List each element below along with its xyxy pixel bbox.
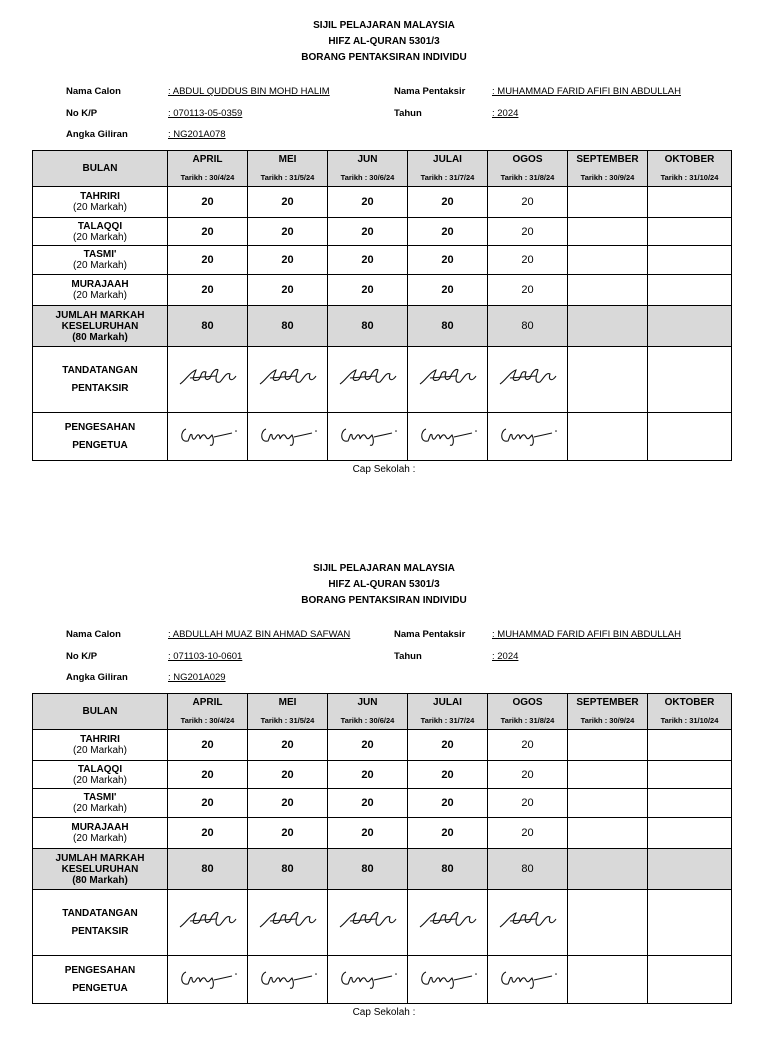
score-cell	[647, 186, 732, 218]
score-cell	[327, 274, 408, 306]
score-cell	[567, 217, 648, 246]
tandatangan-label: TANDATANGAN	[62, 364, 138, 376]
total-score-cell	[327, 305, 408, 347]
total-label-cell	[32, 848, 168, 890]
score-cell	[167, 729, 248, 761]
score-value: 20	[361, 225, 374, 238]
assessor-signature-cell	[487, 346, 568, 413]
total-score-cell	[487, 305, 568, 347]
score-cell	[247, 217, 328, 246]
month-header-september	[567, 693, 648, 730]
score-cell	[567, 760, 648, 789]
principal-signature-cell	[407, 955, 488, 1004]
month-header-april	[167, 150, 248, 187]
signature-principal-icon	[336, 419, 400, 454]
signature-principal-icon	[496, 419, 560, 454]
bulan-header-cell	[32, 150, 168, 187]
month-header-mei	[247, 693, 328, 730]
row-sublabel: (20 Markah)	[73, 833, 127, 844]
row-sublabel: (20 Markah)	[73, 774, 127, 786]
signature-principal-icon	[176, 962, 240, 997]
score-value: 20	[521, 196, 534, 208]
assessor-signature-cell	[247, 889, 328, 956]
bulan-header-cell	[32, 693, 168, 730]
score-value: 20	[361, 739, 374, 751]
principal-signature-cell	[487, 412, 568, 461]
score-cell	[247, 817, 328, 849]
total-label-3: (80 Markah)	[72, 331, 128, 343]
assessor-name-label: Nama Pentaksir	[394, 629, 466, 640]
score-cell	[407, 245, 488, 275]
total-score-cell	[327, 848, 408, 890]
row-label-tasmi	[32, 245, 168, 275]
month-date: Tarikh : 31/10/24	[660, 715, 719, 725]
score-cell	[407, 760, 488, 789]
score-cell	[247, 186, 328, 218]
form-title-line-1: SIJIL PELAJARAN MALAYSIA	[313, 563, 455, 574]
score-cell	[247, 788, 328, 818]
month-header-oktober	[647, 693, 732, 730]
score-value: 20	[361, 254, 374, 266]
score-value: 20	[441, 254, 454, 266]
score-value: 20	[521, 827, 534, 839]
score-value: 20	[281, 284, 294, 296]
score-cell	[487, 217, 568, 246]
score-value: 20	[281, 739, 294, 751]
signature-assessor-icon	[496, 362, 560, 397]
score-cell	[567, 245, 648, 275]
score-value: 20	[201, 797, 214, 809]
score-cell	[567, 274, 648, 306]
month-header-april	[167, 693, 248, 730]
total-score-value: 80	[281, 863, 294, 875]
total-score-cell	[487, 848, 568, 890]
index-number-label: Angka Giliran	[66, 129, 128, 140]
signature-assessor-icon	[336, 905, 400, 940]
candidate-name-label: Nama Calon	[66, 629, 121, 640]
score-cell	[487, 186, 568, 218]
score-value: 20	[441, 196, 454, 208]
month-header-jun	[327, 150, 408, 187]
score-cell	[487, 729, 568, 761]
principal-signature-cell	[327, 955, 408, 1004]
month-date: Tarikh : 31/5/24	[260, 715, 315, 725]
principal-signature-cell	[407, 412, 488, 461]
ic-number-label: No K/P	[66, 108, 98, 119]
month-header-ogos	[487, 693, 568, 730]
total-label-cell	[32, 305, 168, 347]
year-label: Tahun	[394, 651, 422, 662]
assessor-signature-label-cell	[32, 346, 168, 413]
row-label-tahriri	[32, 186, 168, 218]
month-name: OKTOBER	[664, 697, 715, 709]
month-name: APRIL	[192, 154, 223, 166]
bulan-header: BULAN	[82, 705, 118, 717]
assessor-signature-cell	[407, 346, 488, 413]
index-number-label: Angka Giliran	[66, 672, 128, 683]
month-date: Tarikh : 31/8/24	[500, 715, 555, 725]
month-name: JULAI	[433, 154, 462, 166]
row-sublabel: (20 Markah)	[73, 231, 127, 243]
score-value: 20	[441, 768, 454, 781]
total-label-2: KESELURUHAN	[61, 863, 139, 875]
month-date: Tarikh : 31/10/24	[660, 172, 719, 182]
score-cell	[327, 788, 408, 818]
total-score-value: 80	[441, 863, 454, 875]
assessor-name-label: Nama Pentaksir	[394, 86, 466, 97]
total-score-value: 80	[441, 320, 454, 332]
row-sublabel: (20 Markah)	[73, 202, 127, 213]
score-cell	[327, 760, 408, 789]
signature-assessor-icon	[336, 362, 400, 397]
principal-signature-cell	[247, 955, 328, 1004]
total-score-value: 80	[361, 863, 374, 875]
row-label: TALAQQI	[77, 763, 123, 775]
row-label-murajaah	[32, 274, 168, 306]
month-header-ogos	[487, 150, 568, 187]
row-label: MURAJAAH	[71, 822, 129, 833]
row-sublabel: (20 Markah)	[73, 290, 127, 301]
signature-principal-icon	[416, 962, 480, 997]
month-name: MEI	[278, 697, 297, 709]
row-sublabel: (20 Markah)	[73, 745, 127, 756]
score-value: 20	[521, 225, 534, 238]
score-value: 20	[361, 196, 374, 208]
month-date: Tarikh : 30/6/24	[340, 172, 395, 182]
total-score-cell	[247, 848, 328, 890]
ic-number-value: : 071103-10-0601	[168, 651, 243, 662]
score-cell	[247, 245, 328, 275]
total-score-value: 80	[361, 320, 374, 332]
row-label-talaqqi	[32, 217, 168, 246]
month-date: Tarikh : 31/8/24	[500, 172, 555, 182]
score-cell	[247, 729, 328, 761]
month-header-oktober	[647, 150, 732, 187]
candidate-name-label: Nama Calon	[66, 86, 121, 97]
pentaksir-label: PENTAKSIR	[71, 925, 129, 937]
year-value: : 2024	[492, 108, 519, 119]
signature-principal-icon	[176, 419, 240, 454]
score-cell	[647, 729, 732, 761]
score-value: 20	[521, 797, 534, 809]
principal-signature-cell	[167, 955, 248, 1004]
score-value: 20	[521, 254, 534, 266]
total-score-cell	[167, 848, 248, 890]
score-value: 20	[521, 739, 534, 751]
total-score-value: 80	[521, 320, 534, 332]
score-value: 20	[441, 225, 454, 238]
signature-assessor-icon	[416, 362, 480, 397]
score-value: 20	[201, 254, 214, 266]
assessment-form-2	[0, 557, 768, 1047]
score-cell	[247, 760, 328, 789]
form-title-line-2: HIFZ AL-QURAN 5301/3	[328, 36, 440, 47]
total-score-value: 80	[281, 320, 294, 332]
form-title-line-1: SIJIL PELAJARAN MALAYSIA	[313, 20, 455, 31]
assessor-signature-cell	[167, 346, 248, 413]
signature-assessor-icon	[256, 905, 320, 940]
signature-assessor-icon	[416, 905, 480, 940]
score-cell	[647, 788, 732, 818]
score-cell	[407, 729, 488, 761]
score-cell	[647, 760, 732, 789]
month-name: SEPTEMBER	[576, 154, 639, 166]
month-name: JULAI	[433, 697, 462, 709]
score-value: 20	[201, 284, 214, 296]
score-cell	[647, 817, 732, 849]
score-value: 20	[361, 768, 374, 781]
score-cell	[327, 817, 408, 849]
month-date: Tarikh : 31/7/24	[420, 715, 475, 725]
bulan-header: BULAN	[82, 162, 118, 174]
assessment-form-1	[0, 14, 768, 504]
assessor-signature-cell	[247, 346, 328, 413]
score-value: 20	[201, 196, 214, 208]
assessor-signature-cell	[327, 346, 408, 413]
signature-assessor-icon	[176, 362, 240, 397]
candidate-name-value: : ABDULLAH MUAZ BIN AHMAD SAFWAN	[168, 629, 351, 640]
total-score-value: 80	[521, 863, 534, 875]
score-value: 20	[441, 827, 454, 839]
signature-assessor-icon	[256, 362, 320, 397]
form-title-line-3: BORANG PENTAKSIRAN INDIVIDU	[301, 52, 467, 63]
total-score-cell	[647, 848, 732, 890]
score-cell	[327, 217, 408, 246]
signature-principal-icon	[336, 962, 400, 997]
assessment-table	[33, 694, 732, 1004]
score-value: 20	[521, 284, 534, 296]
row-label-murajaah	[32, 817, 168, 849]
month-date: Tarikh : 30/9/24	[580, 715, 635, 725]
assessor-signature-cell	[567, 346, 648, 413]
score-cell	[567, 788, 648, 818]
month-name: OGOS	[512, 154, 543, 166]
row-label-tahriri	[32, 729, 168, 761]
total-score-cell	[247, 305, 328, 347]
ic-number-value: : 070113-05-0359	[168, 108, 243, 119]
principal-signature-cell	[567, 955, 648, 1004]
month-date: Tarikh : 30/4/24	[180, 715, 235, 725]
month-name: OGOS	[512, 697, 543, 709]
month-date: Tarikh : 30/9/24	[580, 172, 635, 182]
total-score-value: 80	[201, 320, 214, 332]
score-cell	[167, 817, 248, 849]
month-date: Tarikh : 30/6/24	[340, 715, 395, 725]
assessor-signature-cell	[327, 889, 408, 956]
score-value: 20	[281, 768, 294, 781]
row-sublabel: (20 Markah)	[73, 260, 127, 271]
score-value: 20	[281, 196, 294, 208]
month-name: OKTOBER	[664, 154, 715, 166]
signature-principal-icon	[256, 419, 320, 454]
score-value: 20	[361, 797, 374, 809]
assessor-signature-cell	[647, 889, 732, 956]
principal-signature-label-cell	[32, 412, 168, 461]
total-label-1: JUMLAH MARKAH	[55, 852, 145, 864]
score-cell	[167, 245, 248, 275]
score-value: 20	[441, 739, 454, 751]
total-score-cell	[167, 305, 248, 347]
assessor-signature-cell	[407, 889, 488, 956]
score-value: 20	[361, 827, 374, 839]
month-header-september	[567, 150, 648, 187]
score-value: 20	[281, 827, 294, 839]
pengetua-label: PENGETUA	[72, 982, 128, 994]
row-label: TASMI'	[83, 249, 117, 260]
score-value: 20	[441, 797, 454, 809]
signature-principal-icon	[416, 419, 480, 454]
assessor-signature-cell	[647, 346, 732, 413]
score-value: 20	[201, 827, 214, 839]
principal-signature-cell	[487, 955, 568, 1004]
signature-assessor-icon	[496, 905, 560, 940]
pengesahan-label: PENGESAHAN	[64, 964, 136, 976]
assessor-name-value: : MUHAMMAD FARID AFIFI BIN ABDULLAH	[492, 86, 681, 97]
principal-signature-label-cell	[32, 955, 168, 1004]
score-cell	[247, 274, 328, 306]
assessor-name-value: : MUHAMMAD FARID AFIFI BIN ABDULLAH	[492, 629, 681, 640]
score-cell	[567, 817, 648, 849]
total-label-1: JUMLAH MARKAH	[55, 309, 145, 321]
score-value: 20	[201, 739, 214, 751]
principal-signature-cell	[567, 412, 648, 461]
score-cell	[567, 729, 648, 761]
month-header-julai	[407, 693, 488, 730]
score-cell	[327, 186, 408, 218]
score-value: 20	[281, 225, 294, 238]
index-number-value: : NG201A078	[168, 129, 226, 140]
assessor-signature-label-cell	[32, 889, 168, 956]
candidate-name-value: : ABDUL QUDDUS BIN MOHD HALIM	[168, 86, 330, 97]
score-cell	[407, 274, 488, 306]
form-title-line-3: BORANG PENTAKSIRAN INDIVIDU	[301, 595, 467, 606]
assessor-signature-cell	[487, 889, 568, 956]
score-cell	[407, 817, 488, 849]
score-cell	[567, 186, 648, 218]
score-value: 20	[361, 284, 374, 296]
total-label-3: (80 Markah)	[72, 874, 128, 886]
total-score-value: 80	[201, 863, 214, 875]
principal-signature-cell	[167, 412, 248, 461]
row-label: TASMI'	[83, 792, 117, 803]
month-name: JUN	[357, 154, 378, 166]
row-label-talaqqi	[32, 760, 168, 789]
total-score-cell	[567, 848, 648, 890]
total-score-cell	[567, 305, 648, 347]
tandatangan-label: TANDATANGAN	[62, 907, 138, 919]
assessor-signature-cell	[167, 889, 248, 956]
score-value: 20	[201, 768, 214, 781]
row-label: TAHRIRI	[80, 734, 120, 745]
row-sublabel: (20 Markah)	[73, 803, 127, 814]
principal-signature-cell	[247, 412, 328, 461]
signature-principal-icon	[496, 962, 560, 997]
month-date: Tarikh : 30/4/24	[180, 172, 235, 182]
month-name: JUN	[357, 697, 378, 709]
pengesahan-label: PENGESAHAN	[64, 421, 136, 433]
score-cell	[407, 186, 488, 218]
assessment-table	[33, 151, 732, 461]
principal-signature-cell	[327, 412, 408, 461]
total-score-cell	[407, 848, 488, 890]
score-cell	[647, 274, 732, 306]
ic-number-label: No K/P	[66, 651, 98, 662]
total-score-cell	[647, 305, 732, 347]
score-cell	[167, 186, 248, 218]
row-label-tasmi	[32, 788, 168, 818]
score-cell	[407, 788, 488, 818]
score-cell	[327, 729, 408, 761]
month-date: Tarikh : 31/5/24	[260, 172, 315, 182]
principal-signature-cell	[647, 955, 732, 1004]
score-cell	[487, 245, 568, 275]
pentaksir-label: PENTAKSIR	[71, 382, 129, 394]
score-cell	[167, 788, 248, 818]
month-header-jun	[327, 693, 408, 730]
month-name: SEPTEMBER	[576, 697, 639, 709]
score-value: 20	[281, 797, 294, 809]
signature-assessor-icon	[176, 905, 240, 940]
score-value: 20	[281, 254, 294, 266]
row-label: TALAQQI	[77, 220, 123, 232]
score-cell	[487, 274, 568, 306]
score-cell	[407, 217, 488, 246]
month-name: APRIL	[192, 697, 223, 709]
score-value: 20	[521, 768, 534, 781]
score-value: 20	[441, 284, 454, 296]
assessor-signature-cell	[567, 889, 648, 956]
index-number-value: : NG201A029	[168, 672, 226, 683]
form-title-line-2: HIFZ AL-QURAN 5301/3	[328, 579, 440, 590]
score-cell	[167, 760, 248, 789]
year-value: : 2024	[492, 651, 519, 662]
signature-principal-icon	[256, 962, 320, 997]
row-label: MURAJAAH	[71, 279, 129, 290]
total-score-cell	[407, 305, 488, 347]
score-cell	[167, 274, 248, 306]
school-stamp-label: Cap Sekolah :	[352, 464, 416, 475]
total-label-2: KESELURUHAN	[61, 320, 139, 332]
score-cell	[487, 760, 568, 789]
month-name: MEI	[278, 154, 297, 166]
month-header-julai	[407, 150, 488, 187]
pengetua-label: PENGETUA	[72, 439, 128, 451]
score-cell	[327, 245, 408, 275]
year-label: Tahun	[394, 108, 422, 119]
principal-signature-cell	[647, 412, 732, 461]
score-cell	[167, 217, 248, 246]
school-stamp-label: Cap Sekolah :	[352, 1007, 416, 1018]
month-date: Tarikh : 31/7/24	[420, 172, 475, 182]
score-value: 20	[201, 225, 214, 238]
row-label: TAHRIRI	[80, 191, 120, 202]
score-cell	[487, 788, 568, 818]
score-cell	[647, 217, 732, 246]
score-cell	[487, 817, 568, 849]
month-header-mei	[247, 150, 328, 187]
score-cell	[647, 245, 732, 275]
